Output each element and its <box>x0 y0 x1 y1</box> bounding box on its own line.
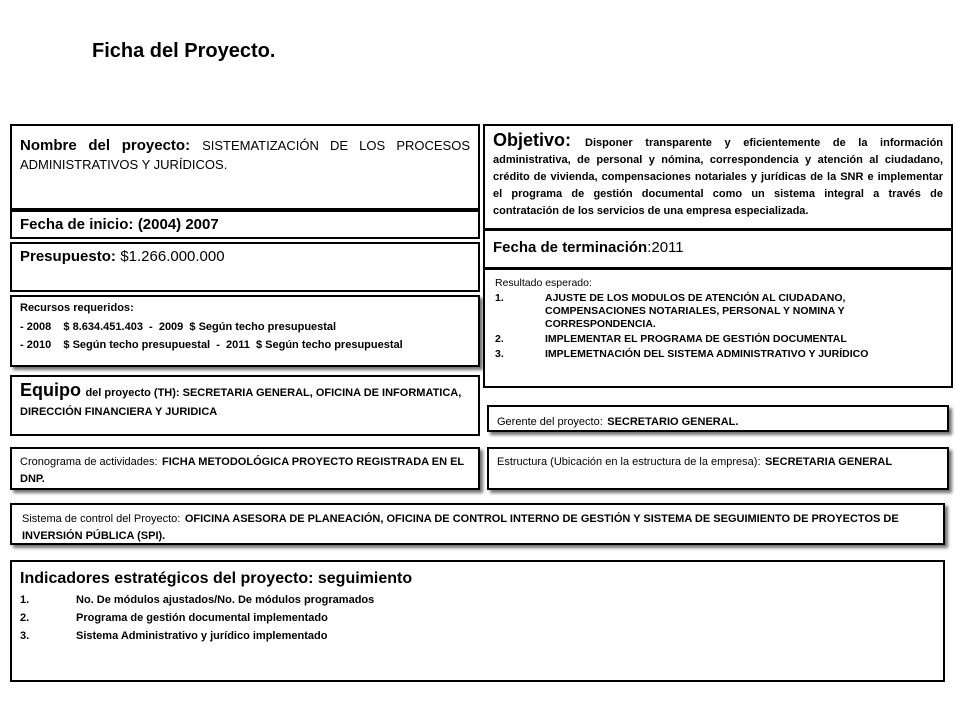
start-date-value: (2004) 2007 <box>137 216 219 233</box>
end-date-label: Fecha de terminación <box>493 239 648 256</box>
objective-label: Objetivo: <box>493 130 572 150</box>
structure-box <box>487 447 949 490</box>
objective-value: Disponer transparente y eficientemente de la información administrativa, de personal y nómina, correspondencia y atención al ciudadano, crédito de vivienda, compensaciones notariales y jurídicas de la SNR e implementar el programa de gestión documental como un sistema integral a través de contratación de los servicios de una empresa especializada. <box>493 137 944 217</box>
structure-label: Estructura (Ubicación en la estructura de la empresa): <box>497 456 761 468</box>
start-date-label: Fecha de inicio: <box>20 216 134 233</box>
list-item: 1. No. De módulos ajustados/No. De módulos programados <box>20 594 375 606</box>
resources-label: Recursos requeridos: <box>20 302 134 314</box>
list-item: 3. Sistema Administrativo y jurídico implementado <box>20 630 328 642</box>
budget-box <box>10 242 480 292</box>
expected-result-label: Resultado esperado: <box>495 277 592 289</box>
page-title: Ficha del Proyecto. <box>92 40 276 62</box>
list-item: 3. IMPLEMETNACIÓN DEL SISTEMA ADMINISTRATIVO Y JURÍDICO <box>495 348 869 360</box>
schedule-box <box>10 447 480 490</box>
manager-value: SECRETARIO GENERAL. <box>607 416 739 428</box>
list-item: 2. IMPLEMENTAR EL PROGRAMA DE GESTIÓN DOCUMENTAL <box>495 333 847 345</box>
list-item: 1. AJUSTE DE LOS MODULOS DE ATENCIÓN AL CIUDADANO, COMPENSACIONES NOTARIALES, PERSONAL Y NOMINA Y CORRESPONDENCIA. <box>495 292 846 330</box>
manager-box <box>487 405 949 432</box>
control-system-value: OFICINA ASESORA DE PLANEACIÓN, OFICINA DE CONTROL INTERNO DE GESTIÓN Y SISTEMA DE SEGUIMIENTO DE PROYECTOS DE INVERSIÓN PÚBLICA (SPI). <box>22 513 899 542</box>
project-name-label: Nombre del proyecto: <box>20 137 191 154</box>
structure-value: SECRETARIA GENERAL <box>764 456 893 468</box>
budget-label: Presupuesto: <box>20 248 116 265</box>
list-item: 2. Programa de gestión documental implementado <box>20 612 328 624</box>
schedule-value: FICHA METODOLÓGICA PROYECTO REGISTRADA EN EL DNP. <box>20 456 464 485</box>
end-date-value: :2011 <box>647 239 684 256</box>
control-system-label: Sistema de control del Proyecto: <box>22 513 181 525</box>
resources-line-1: - 2008 $ 8.634.451.403 - 2009 $ Según techo presupuestal <box>20 321 337 333</box>
team-box <box>10 375 480 436</box>
budget-value: $1.266.000.000 <box>120 248 225 265</box>
start-date-box <box>10 210 480 239</box>
expected-result-list <box>495 292 943 361</box>
resources-box <box>10 295 480 367</box>
control-system-box <box>10 503 945 545</box>
indicators-label: Indicadores estratégicos del proyecto: seguimiento <box>20 570 413 587</box>
project-name-box <box>10 124 480 210</box>
team-value: del proyecto (TH): SECRETARIA GENERAL, OFICINA DE INFORMATICA, DIRECCIÓN FINANCIERA Y JURIDICA <box>20 387 462 418</box>
objective-box <box>483 124 953 230</box>
end-date-box <box>483 229 953 269</box>
expected-result-box <box>483 268 953 388</box>
team-label: Equipo <box>20 380 81 400</box>
indicators-list <box>20 591 935 645</box>
manager-label: Gerente del proyecto: <box>497 416 603 428</box>
indicators-box <box>10 560 945 682</box>
schedule-label: Cronograma de actividades: <box>20 456 158 468</box>
resources-line-2: - 2010 $ Según techo presupuestal - 2011 $ Según techo presupuestal <box>20 339 403 351</box>
project-name-value: SISTEMATIZACIÓN DE LOS PROCESOS ADMINISTRATIVOS Y JURÍDICOS. <box>20 138 470 172</box>
